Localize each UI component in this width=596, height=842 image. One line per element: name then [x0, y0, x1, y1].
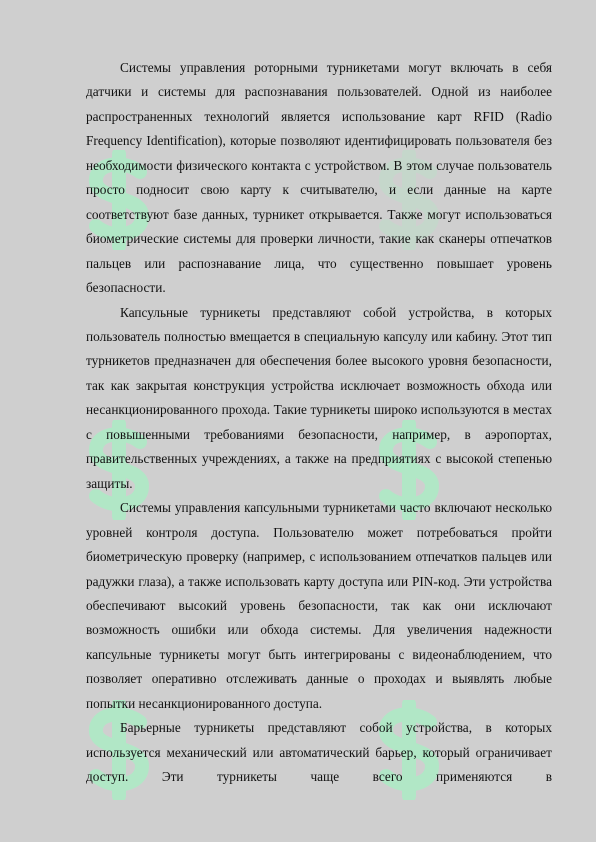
paragraph-barrier-turnstiles: Барьерные турникеты представляют собой устройства, в которых используется механический или автоматический барьер, который ограничивает доступ. Эти турникеты чаще всего применяются в [86, 720, 552, 785]
paragraph-capsule-turnstiles: Капсульные турникеты представляют собой устройства, в которых пользователь полностью вмещается в специальную капсулу или кабину. Этот тип турникетов предназначен для обеспечения более высокого уровня безопасности, так как закрытая конструкция устройства исключает возможность обхода или несанкционированного прохода. Такие турникеты широко используются в местах с повышенными требованиями безопасности, например, в аэропортах, правительственных учреждениях, а также на предприятиях с высокой степенью защиты. [86, 304, 552, 491]
document-body [86, 56, 552, 790]
paragraph-rotor-turnstile-control: Системы управления роторными турникетами могут включать в себя датчики и системы для распознавания пользователей. Одной из наиболее распространенных технологий является использование карт RFID (Radio Frequency Identification), которые позволяют идентифицировать пользователя без необходимости физического контакта с устройством. В этом случае пользователь просто подносит свою карту к считывателю, и если данные на карте соответствуют базе данных, турникет открывается. Также могут использоваться биометрические системы для проверки личности, такие как сканеры отпечатков пальцев или распознавание лица, что существенно повышает уровень безопасности. [86, 60, 552, 296]
paragraph-capsule-turnstile-control: Системы управления капсульными турникетами часто включают несколько уровней контроля доступа. Пользователю может потребоваться пройти биометрическую проверку (например, с использованием отпечатков пальцев или радужки глаза), а также использовать карту доступа или PIN-код. Эти устройства обеспечивают высокий уровень безопасности, так как они исключают возможность ошибки или обхода системы. Для увеличения надежности капсульные турникеты могут быть интегрированы с видеонаблюдением, что позволяет оперативно отслеживать данные о проходах и выявлять любые попытки несанкционированного доступа. [86, 500, 552, 711]
